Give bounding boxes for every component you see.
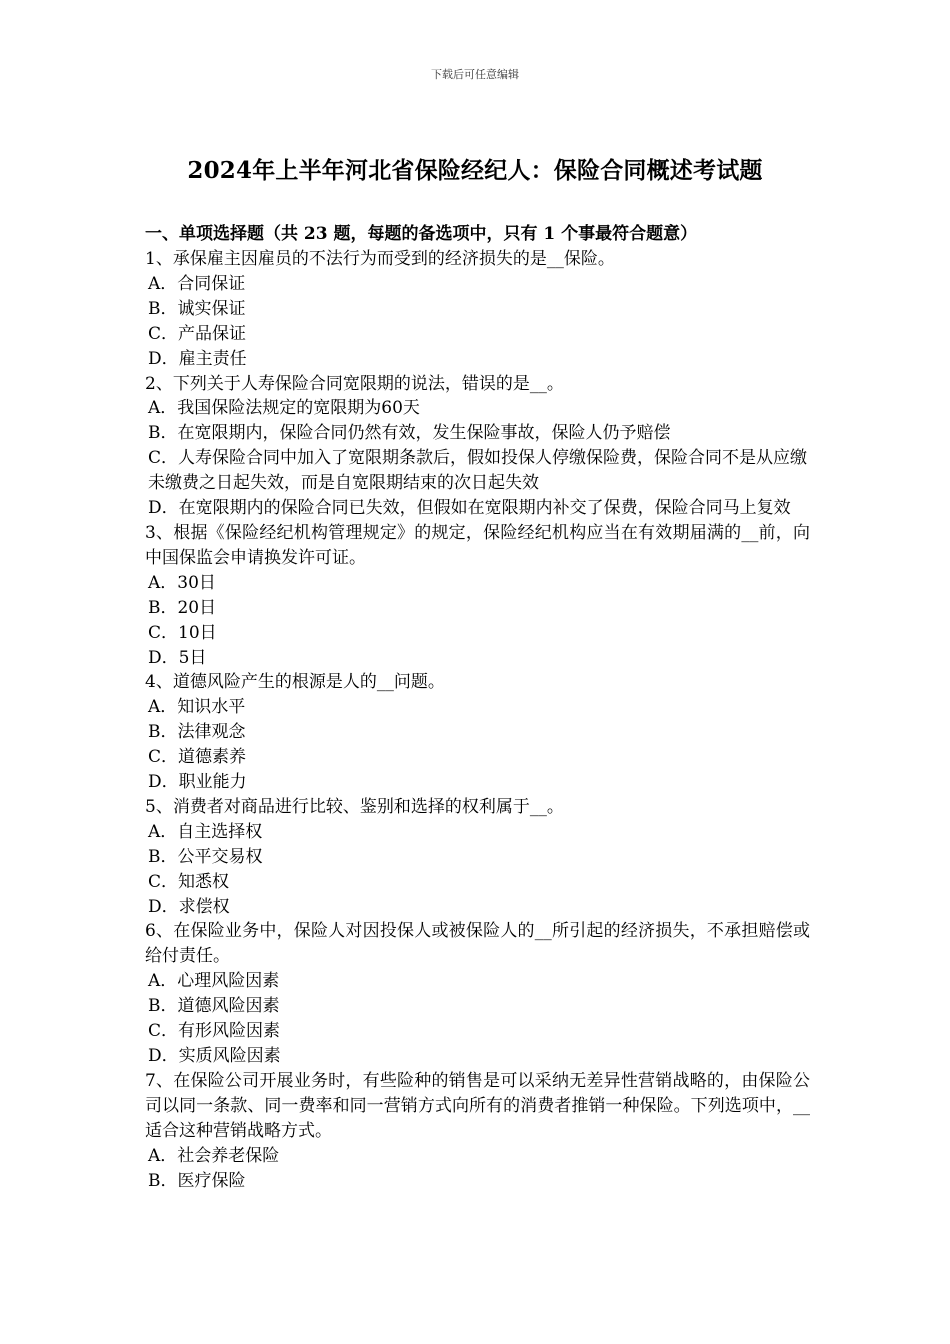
question-text: 7、在保险公司开展业务时，有些险种的销售是可以采纳无差异性营销战略的，由保险公司以同一条款、同一费率和同一营销方式向所有的消费者推销一种保险。下列选项中，__适合这种营销战略方式。 [145, 1070, 810, 1141]
question-text: 1、承保雇主因雇员的不法行为而受到的经济损失的是__保险。 [145, 249, 615, 269]
page-header-note: 下载后可任意编辑 [431, 68, 519, 81]
question-4 [145, 670, 810, 795]
question-7 [145, 1069, 810, 1194]
question-text: 6、在保险业务中，保险人对因投保人或被保险人的__所引起的经济损失，不承担赔偿或给付责任。 [145, 921, 810, 967]
question-text: 3、根据《保险经纪机构管理规定》的规定，保险经纪机构应当在有效期届满的__前，向中国保监会申请换发许可证。 [145, 522, 810, 568]
option-a: A．自主选择权 [148, 821, 263, 842]
question-1 [145, 247, 810, 372]
option-d: D．求偿权 [148, 896, 230, 917]
option-b: B．在宽限期内，保险合同仍然有效，发生保险事故，保险人仍予赔偿 [148, 423, 671, 444]
option-c: C．产品保证 [148, 323, 247, 344]
document-title: 2024年上半年河北省保险经纪人：保险合同概述考试题 [187, 157, 763, 184]
option-b: B．公平交易权 [148, 846, 263, 867]
question-text: 2、下列关于人寿保险合同宽限期的说法，错误的是__。 [145, 373, 564, 394]
option-a: A．知识水平 [148, 697, 246, 718]
option-c: C．道德素养 [148, 747, 247, 768]
option-b: B．医疗保险 [148, 1170, 246, 1191]
option-a: A．心理风险因素 [148, 971, 280, 992]
option-d: D．职业能力 [148, 772, 247, 793]
option-b: B．诚实保证 [148, 298, 246, 319]
option-a: A．我国保险法规定的宽限期为60天 [148, 398, 420, 419]
question-6 [145, 919, 810, 1068]
option-d: D．雇主责任 [148, 348, 247, 369]
option-d: D．在宽限期内的保险合同已失效，但假如在宽限期内补交了保费，保险合同马上复效 [148, 498, 791, 519]
question-5 [145, 795, 810, 920]
option-c: C．知悉权 [148, 871, 230, 892]
option-b: B．道德风险因素 [148, 996, 280, 1017]
option-c: C．人寿保险合同中加入了宽限期条款后，假如投保人停缴保险费，保险合同不是从应缴未缴费之日起失效，而是自宽限期结束的次日起失效 [148, 448, 808, 494]
option-a: A．30日 [148, 572, 216, 593]
document-body [145, 222, 810, 1193]
option-c: C．有形风险因素 [148, 1021, 281, 1042]
question-2 [145, 372, 810, 521]
option-b: B．法律观念 [148, 722, 246, 743]
question-text: 5、消费者对商品进行比较、鉴别和选择的权利属于__。 [145, 796, 564, 817]
section-heading: 一、单项选择题（共 23 题，每题的备选项中，只有 1 个事最符合题意） [145, 224, 698, 244]
option-d: D．5日 [148, 647, 207, 668]
option-c: C．10日 [148, 622, 217, 643]
option-a: A．合同保证 [148, 273, 246, 294]
option-a: A．社会养老保险 [148, 1145, 280, 1166]
option-b: B．20日 [148, 597, 217, 618]
question-text: 4、道德风险产生的根源是人的__问题。 [145, 672, 445, 693]
question-3 [145, 521, 810, 670]
option-d: D．实质风险因素 [148, 1046, 281, 1066]
